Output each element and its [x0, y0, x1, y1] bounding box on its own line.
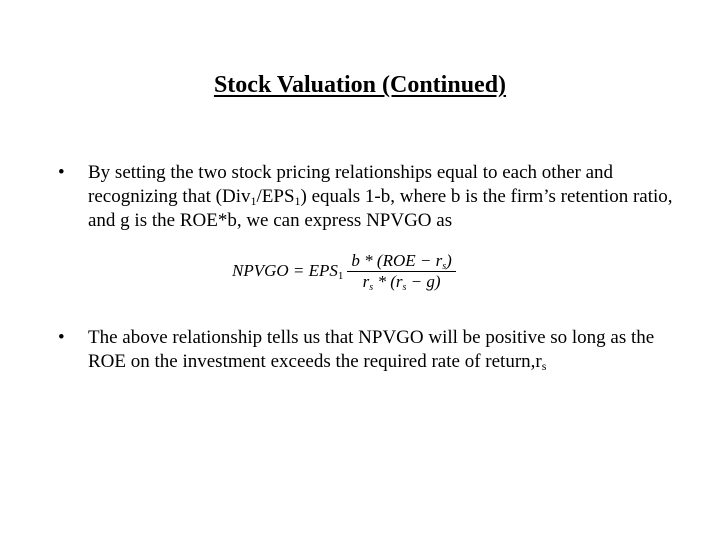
npvgo-formula: [232, 245, 456, 297]
formula-fraction: [347, 251, 455, 292]
bullet-text-2: The above relationship tells us that NPVGO will be positive so long as the ROE on the investment exceeds the required rate of $return,r_s$: [88, 327, 655, 373]
formula-lhs: NPVGO = $EPS_1$: [232, 261, 344, 282]
bullet-marker: •: [58, 162, 65, 183]
bullet-marker: •: [58, 327, 65, 348]
bullet-item-1: [58, 161, 678, 233]
formula-numerator: $b * (ROE - r_s)$: [347, 251, 455, 272]
slide-title: Stock Valuation (Continued): [213, 72, 507, 98]
bullet-text-1: By setting the two stock pricing relationships equal to each other and recognizing that $(Div_1/EPS_1)$ equals 1-b, where b is the firm’s retention ratio, and g is the ROE*b, we can express NPVGO as: [88, 162, 673, 231]
formula-denominator: $r_s * (r_s - g)$: [362, 271, 441, 293]
bullet-item-2: [58, 326, 678, 374]
